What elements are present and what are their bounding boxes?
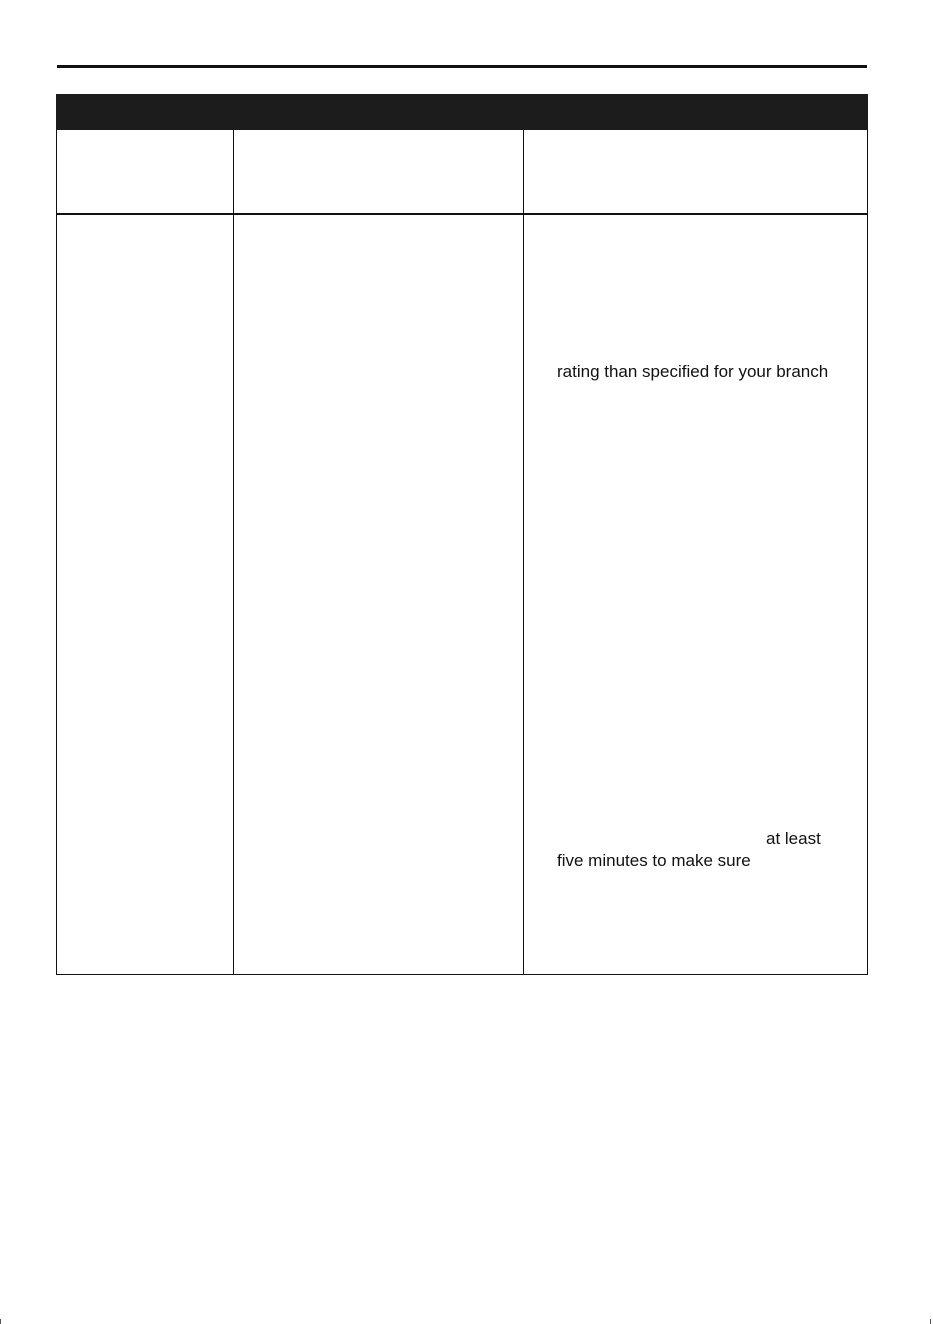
table-cell-text: five minutes to make sure xyxy=(557,851,751,870)
column-divider-1 xyxy=(233,130,234,975)
column-divider-2 xyxy=(523,130,524,975)
page-corner-mark xyxy=(930,1319,931,1324)
table-header-bar xyxy=(56,94,868,130)
troubleshooting-table xyxy=(56,94,868,975)
table-cell-text: rating than specified for your branch xyxy=(557,362,829,381)
table-cell-text: at least xyxy=(766,829,821,848)
row-divider xyxy=(56,213,868,215)
page-header-rule xyxy=(57,65,867,68)
page-corner-mark xyxy=(0,1319,1,1324)
